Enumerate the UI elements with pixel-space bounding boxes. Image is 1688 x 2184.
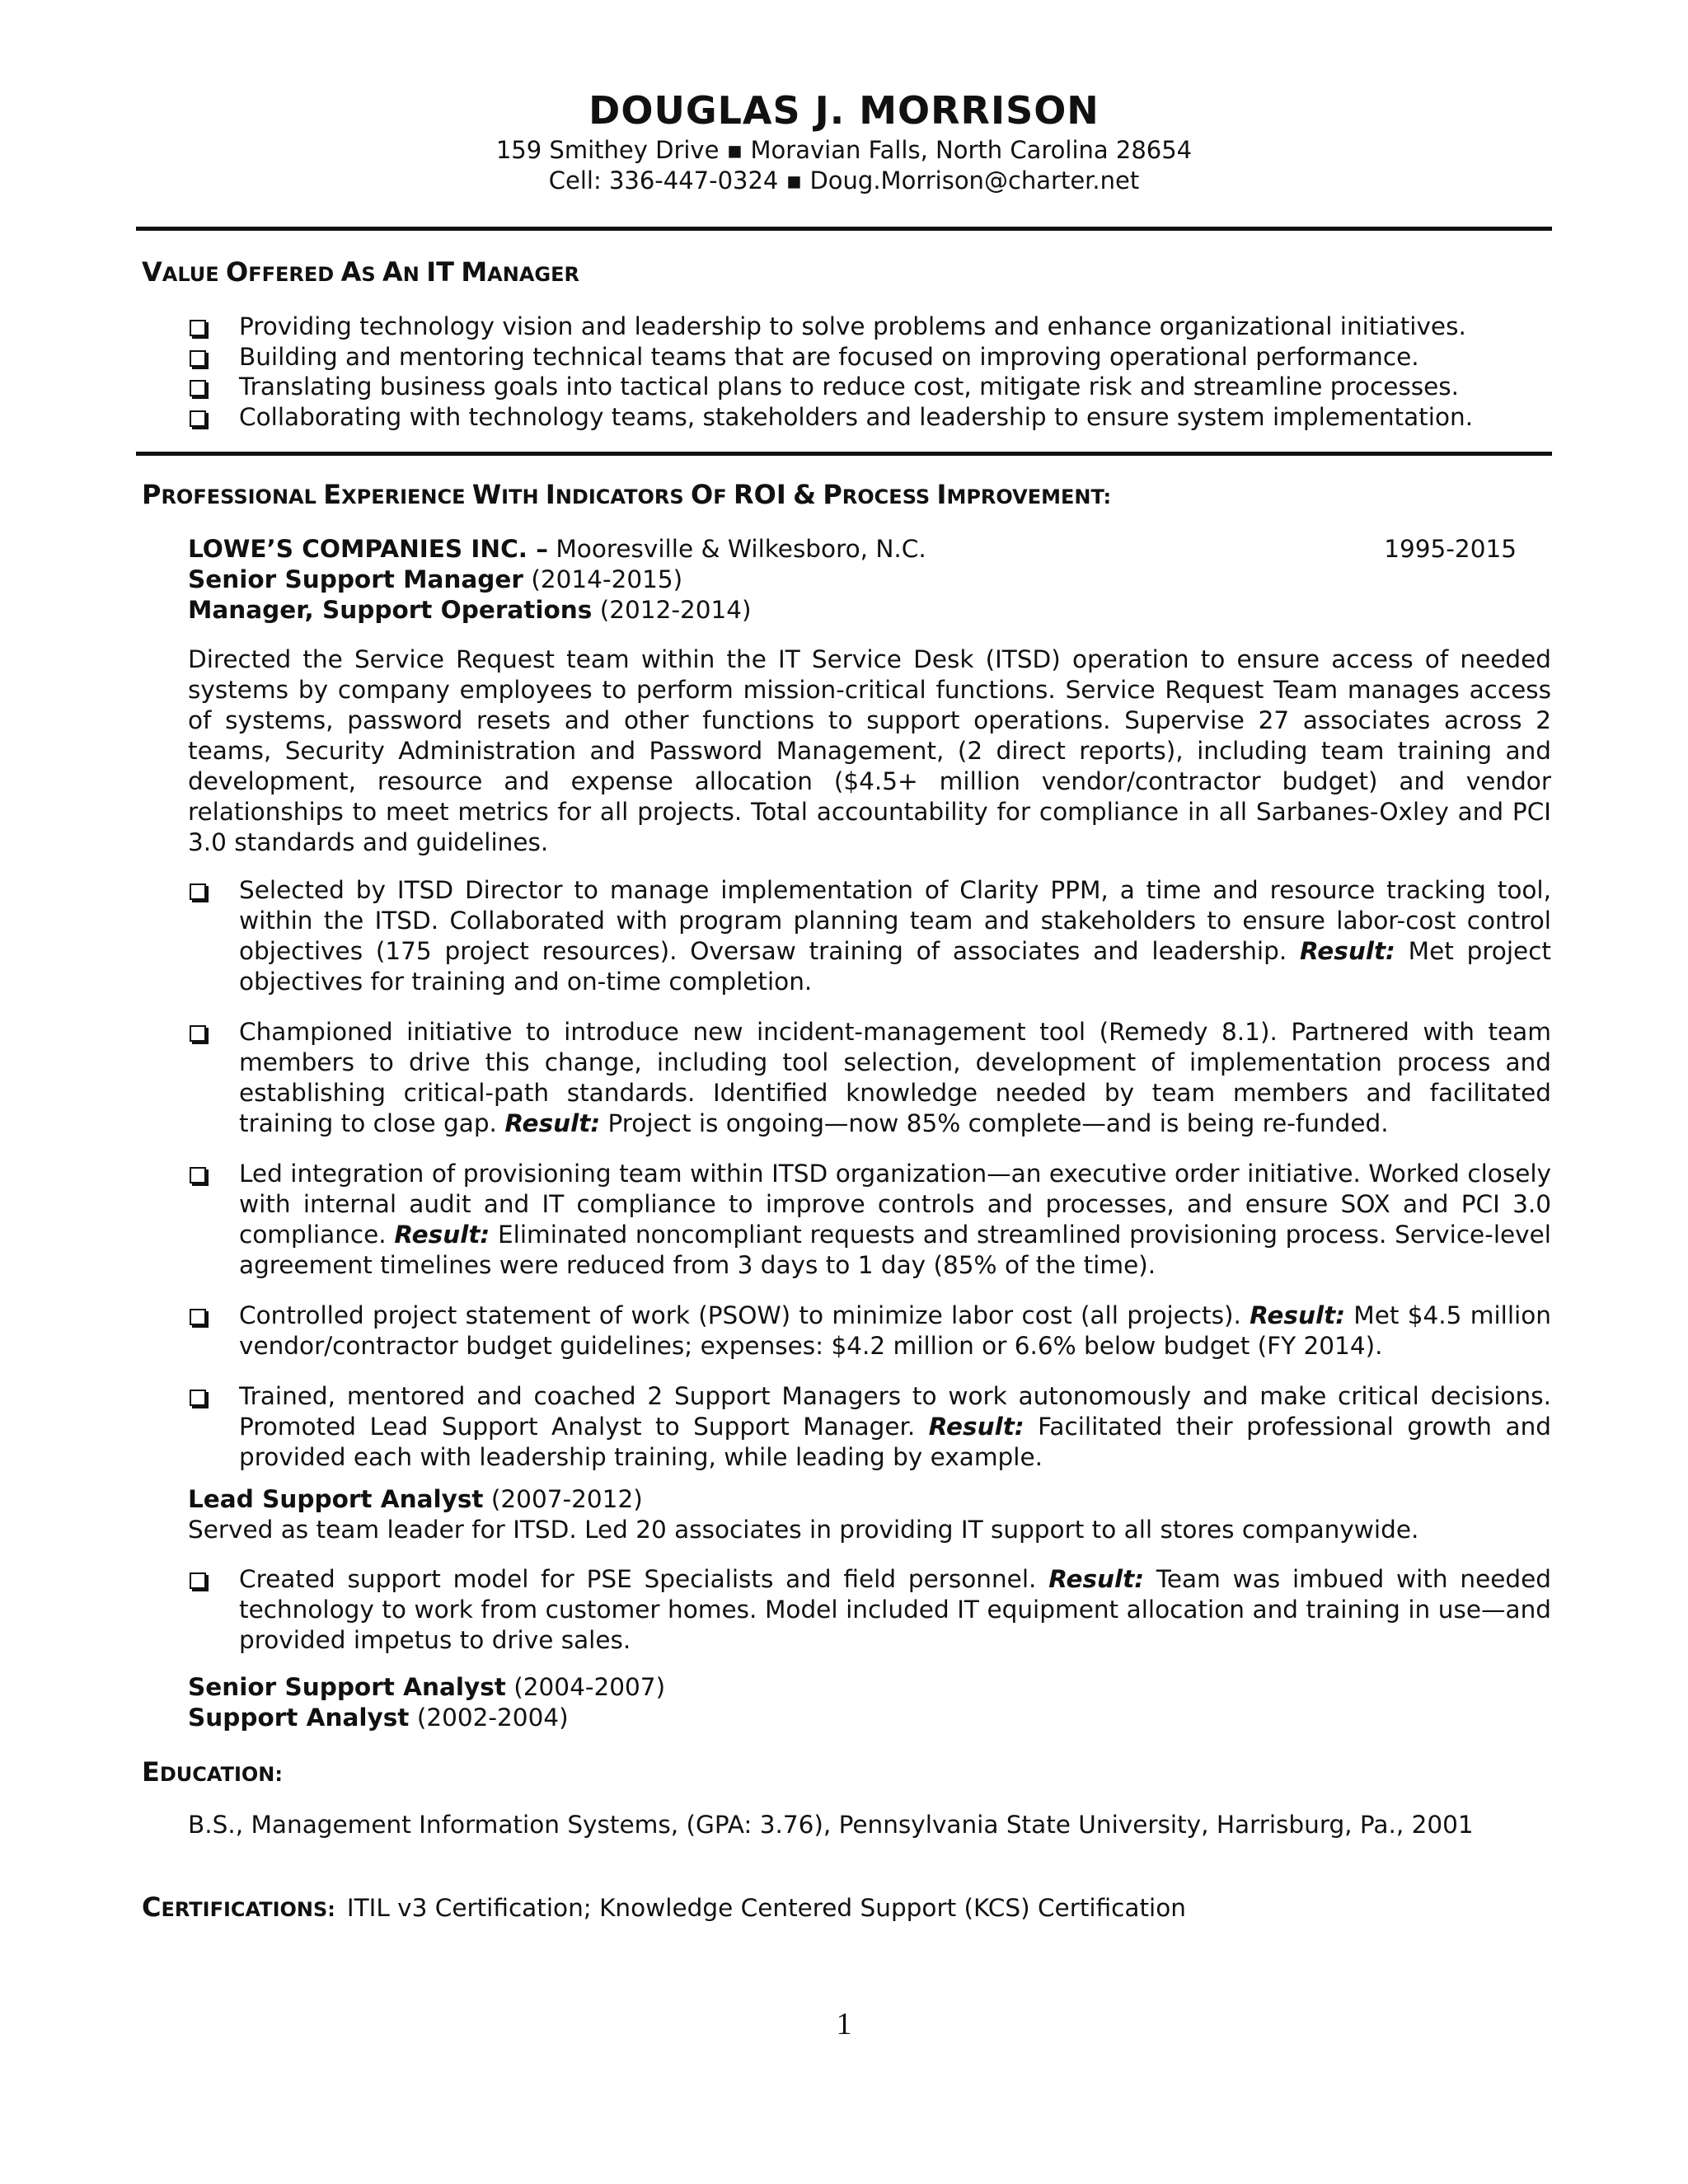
experience-heading-text: PROFESSIONAL EXPERIENCE WITH INDICATORS OF ROI & PROCESS IMPROVEMENT: [142,479,1112,510]
page-number: 1 [836,2007,852,2041]
role-dates: (2002-2004) [416,1704,569,1732]
checkbox-bullet-icon [190,1309,206,1325]
role-dates: (2012-2014) [599,596,752,624]
company-location: Mooresville & Wilkesboro, N.C. [556,535,926,563]
role3-summary: Served as team leader for ITSD. Led 20 associates in providing IT support to all stores companywide. [188,1516,1419,1544]
resume-header [136,86,1552,196]
list-item: Controlled project statement of work (PSOW) to minimize labor cost (all projects). Result: Met $4.5 million vendor/contractor budget guidelines; expenses: $4.2 million or 6.6% below budget (FY 2014). [188,1301,1551,1361]
list-item: Created support model for PSE Specialists and field personnel. Result: Team was imbued with needed technology to work from customer homes. Model included IT equipment allocation and training in use—and provided impetus to drive sales. [188,1564,1551,1656]
certifications-line [142,1891,1186,1929]
certifications-value: ITIL v3 Certification; Knowledge Centered Support (KCS) Certification [346,1894,1186,1922]
address-line: 159 Smithey Drive ▪ Moravian Falls, North Carolina 28654 [495,136,1193,164]
role3-achievement-list [188,1564,1551,1675]
experience-section-heading [142,478,1111,513]
checkbox-bullet-icon [190,1025,206,1042]
company-dates: 1995-2015 [1384,535,1517,563]
list-item: Providing technology vision and leadership to solve problems and enhance organizational initiatives. [188,312,1556,342]
value-heading-text: VALUE OFFERED AS AN IT MANAGER [142,256,579,288]
education-section-heading [142,1755,283,1791]
list-item: Building and mentoring technical teams that are focused on improving operational performance. [188,342,1556,373]
role-title: Manager, Support Operations [188,596,593,624]
list-item: Collaborating with technology teams, stakeholders and leadership to ensure system implementation. [188,402,1556,433]
list-item: Trained, mentored and coached 2 Support Managers to work autonomously and make critical decisions. Promoted Lead Support Analyst to Support Manager. Result: Facilitated their professional growth and provided each with leadership training, while leading by example. [188,1381,1551,1473]
role-dates: (2004-2007) [513,1673,666,1701]
contact-line: Cell: 336-447-0324 ▪ Doug.Morrison@charter.net [548,166,1140,194]
role-title: Senior Support Manager [188,565,523,593]
divider-middle [136,452,1552,456]
checkbox-bullet-icon [190,1390,206,1406]
divider-top [136,227,1552,231]
checkbox-bullet-icon [190,1167,206,1183]
education-degree: B.S., Management Information Systems, (GPA: 3.76), Pennsylvania State University, Harrisburg, Pa., 2001 [188,1811,1474,1839]
checkbox-bullet-icon [190,410,206,427]
value-list [188,312,1556,432]
list-item: Translating business goals into tactical plans to reduce cost, mitigate risk and streamline processes. [188,372,1556,402]
candidate-name: DOUGLAS J. MORRISON [588,88,1100,133]
role-title: Support Analyst [188,1704,410,1732]
list-item: Led integration of provisioning team within ITSD organization—an executive order initiative. Worked closely with internal audit and IT compliance to improve controls and processes, and ensure SOX and PCI 3.0 compliance. Result: Eliminated noncompliant requests and streamlined provisioning process. Service-level agreement timelines were reduced from 3 days to 1 day (85% of the time). [188,1159,1551,1281]
checkbox-bullet-icon [190,320,206,336]
role-lead-support-analyst [188,1484,1556,1515]
list-item: Championed initiative to introduce new incident-management tool (Remedy 8.1). Partnered with team members to drive this change, including tool selection, development of implementation process and establishing critical-path standards. Identified knowledge needed by team members and facilitated training to close gap. Result: Project is ongoing—now 85% complete—and is being re-funded. [188,1017,1551,1139]
checkbox-bullet-icon [190,1572,206,1589]
company-name: LOWE’S COMPANIES INC. – [188,535,548,563]
list-item: Selected by ITSD Director to manage implementation of Clarity PPM, a time and resource tracking tool, within the ITSD. Collaborated with program planning team and stakeholders to ensure labor-cost control objectives (175 project resources). Oversaw training of associates and leadership. Result: Met project objectives for training and on-time completion. [188,875,1551,997]
role-dates: (2014-2015) [531,565,683,593]
education-heading-text: EDUCATION: [142,1756,283,1788]
role-dates: (2007-2012) [490,1485,643,1513]
checkbox-bullet-icon [190,380,206,396]
role-summary: Directed the Service Request team within the IT Service Desk (ITSD) operation to ensure access of needed systems by company employees to perform mission-critical functions. Service Request Team manages access of systems, password resets and other functions to support operations. Supervise 27 associates across 2 teams, Security Administration and Password Management, (2 direct reports), including team training and development, resource and expense allocation ($4.5+ million vendor/contractor budget) and vendor relationships to meet metrics for all projects. Total accountability for compliance in all Sarbanes-Oxley and PCI 3.0 standards and guidelines. [188,645,1551,856]
role-senior-support-analyst [188,1672,1556,1703]
role-title: Lead Support Analyst [188,1485,484,1513]
checkbox-bullet-icon [190,883,206,900]
achievement-list [188,875,1551,1493]
value-section-heading [142,255,579,291]
role-title: Senior Support Analyst [188,1673,506,1701]
role-manager-support-operations [188,595,1556,626]
checkbox-bullet-icon [190,350,206,367]
role-senior-support-manager [188,565,1556,595]
certifications-heading: CERTIFICATIONS: [142,1891,335,1923]
role-support-analyst [188,1703,1556,1733]
company-line [188,534,1556,565]
